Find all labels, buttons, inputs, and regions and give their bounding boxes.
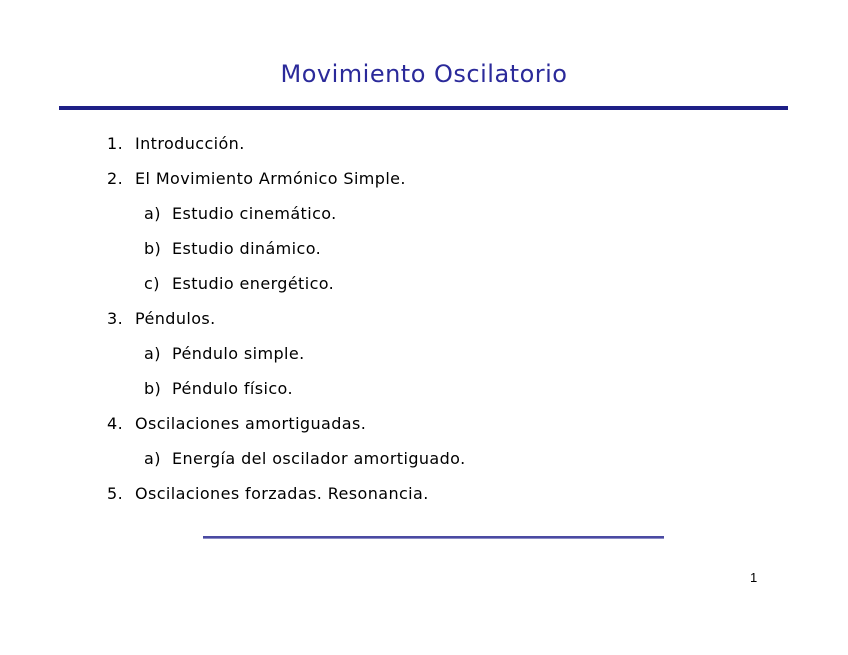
- toc-item-number: a): [144, 344, 161, 363]
- toc-subitem-4a: [144, 449, 466, 469]
- toc-item-text: Oscilaciones forzadas. Resonancia.: [135, 484, 429, 503]
- toc-subitem-3b: [144, 379, 293, 399]
- toc-item-text: El Movimiento Armónico Simple.: [135, 169, 406, 188]
- toc-item-number: 4.: [107, 414, 124, 433]
- toc-subitem-2c: [144, 274, 334, 294]
- toc-item-4: [107, 414, 366, 434]
- toc-item-text: Péndulos.: [135, 309, 216, 328]
- toc-item-text: Energía del oscilador amortiguado.: [172, 449, 466, 468]
- toc-item-number: 3.: [107, 309, 124, 328]
- toc-item-number: 1.: [107, 134, 124, 153]
- toc-item-number: a): [144, 204, 161, 223]
- toc-subitem-2a: [144, 204, 337, 224]
- toc-item-text: Estudio energético.: [172, 274, 335, 293]
- toc-item-number: 5.: [107, 484, 124, 503]
- toc-item-3: [107, 309, 216, 329]
- page-number: 1: [750, 570, 758, 585]
- toc-item-number: 2.: [107, 169, 124, 188]
- toc-item-text: Estudio cinemático.: [172, 204, 337, 223]
- toc-item-text: Péndulo simple.: [172, 344, 305, 363]
- toc-item-text: Estudio dinámico.: [172, 239, 322, 258]
- toc-subitem-3a: [144, 344, 305, 364]
- toc-item-text: Oscilaciones amortiguadas.: [135, 414, 367, 433]
- slide-title: Movimiento Oscilatorio: [280, 60, 568, 88]
- footer-divider: [203, 536, 664, 539]
- toc-item-1: [107, 134, 245, 154]
- toc-subitem-2b: [144, 239, 321, 259]
- toc-item-number: a): [144, 449, 161, 468]
- toc-item-2: [107, 169, 406, 189]
- toc-item-number: c): [144, 274, 160, 293]
- toc-item-5: [107, 484, 429, 504]
- toc-item-number: b): [144, 379, 162, 398]
- toc-item-text: Introducción.: [135, 134, 245, 153]
- toc-item-number: b): [144, 239, 162, 258]
- toc-item-text: Péndulo físico.: [172, 379, 293, 398]
